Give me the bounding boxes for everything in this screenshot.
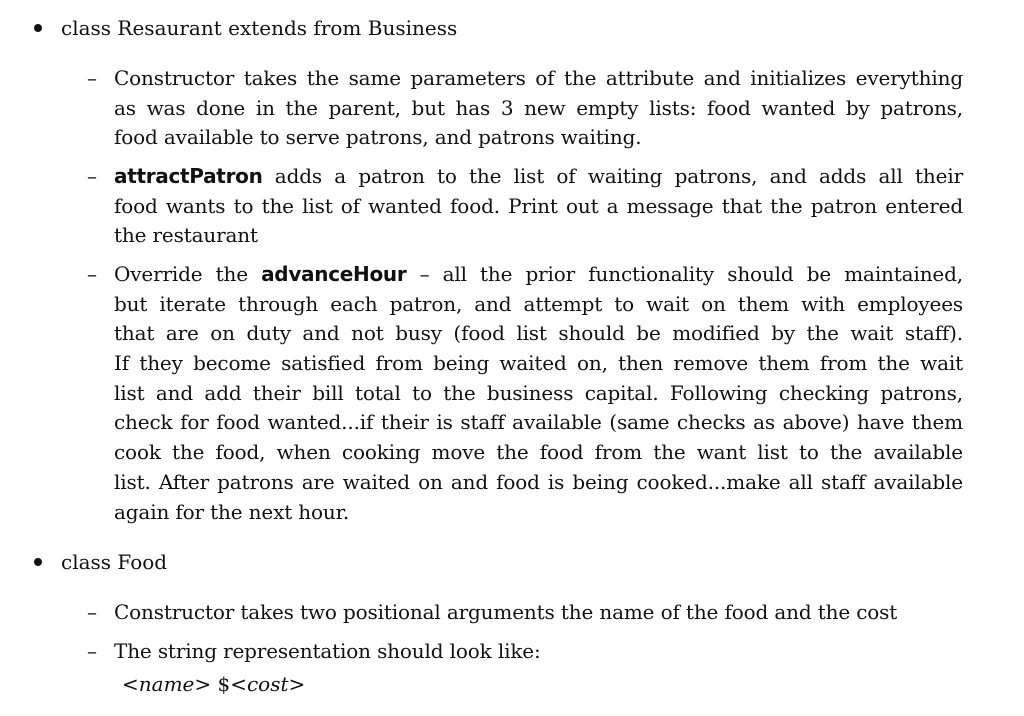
bullet-dot xyxy=(34,558,42,566)
attract-patron-item xyxy=(87,162,963,251)
text-fragment: – all the prior functionality should be maintained, xyxy=(406,262,963,286)
bullet-restaurant xyxy=(34,16,457,40)
cost-placeholder: <cost> xyxy=(230,672,306,696)
dash-marker: – xyxy=(87,164,97,188)
dash-marker: – xyxy=(87,639,97,663)
text-line: food available to serve patrons, and patrons waiting. xyxy=(114,125,642,150)
method-name-advance-hour: advanceHour xyxy=(261,262,407,286)
dash-marker: – xyxy=(87,600,97,624)
text-line: food wants to the list of wanted food. Print out a message that the patron entered xyxy=(114,193,963,218)
food-string-repr-item xyxy=(87,637,963,667)
text-line: list and add their bill total to the business capital. Following checking patrons, xyxy=(114,380,963,405)
text-line: cook the food, when cooking move the food from the want list to the available xyxy=(114,440,963,465)
text-line: again for the next hour. xyxy=(114,499,350,524)
text-line: Constructor takes two positional arguments the name of the food and the cost xyxy=(114,600,898,624)
text-line: the restaurant xyxy=(114,223,258,248)
text-line: list. After patrons are waited on and food is being cooked...make all staff available xyxy=(114,469,963,494)
dollar-separator: $ xyxy=(211,672,231,696)
text-line: check for food wanted...if their is staff available (same checks as above) have them xyxy=(114,410,963,435)
restaurant-constructor-item xyxy=(87,64,963,153)
text-line: Constructor takes the same parameters of the attribute and initializes everything xyxy=(114,66,963,90)
advance-hour-item xyxy=(87,260,963,527)
text-line: but iterate through each patron, and attempt to wait on them with employees xyxy=(114,291,963,316)
text-fragment: Override the xyxy=(114,262,262,286)
text-line: If they become satisfied from being waited on, then remove them from the wait xyxy=(114,351,963,376)
dash-marker: – xyxy=(87,66,97,90)
restaurant-class-heading: class Resaurant extends from Business xyxy=(61,16,458,40)
text-line: as was done in the parent, but has 3 new empty lists: food wanted by patrons, xyxy=(114,95,963,120)
name-placeholder: <name> xyxy=(122,672,212,696)
bullet-food xyxy=(34,550,167,574)
text-line xyxy=(114,162,963,192)
bullet-dot xyxy=(34,24,42,32)
food-constructor-item xyxy=(87,598,963,628)
string-format-example xyxy=(122,670,305,700)
dash-marker: – xyxy=(87,262,97,286)
text-fragment: adds a patron to the list of waiting patrons, and adds all their xyxy=(262,164,963,188)
text-line: The string representation should look like: xyxy=(114,639,541,663)
text-line xyxy=(114,260,963,290)
method-name-attract-patron: attractPatron xyxy=(114,164,263,188)
text-line: that are on duty and not busy (food list should be modified by the wait staff). xyxy=(114,321,963,346)
food-class-heading: class Food xyxy=(61,550,168,574)
